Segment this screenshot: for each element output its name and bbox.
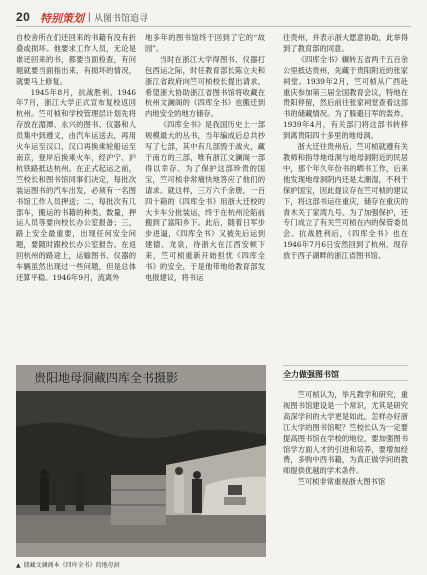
paragraph: 浙大迁往贵州后，竺可桢就遵有关教师和指导地母洞与地母洞附近的民居中，那个年久年份书的晒书工作，后来他发现地母洞阴内还是太潮湿，不利于保护国宝，因此提议存在竺可桢的建议下，将这部书运往重庆，储存在重庆的青木关丁家湾九号。为了加强保护，还专门成立了有关竺可桢在内的保管委员会。抗战胜利后，《四库全书》也在1946年7月6日安然回到了杭州，现存放于西子湖畔的浙江省图书馆。 (283, 142, 408, 261)
subheading-text: 全力做强图书馆 (283, 370, 339, 379)
cave-photo-illustration (16, 365, 266, 557)
paragraph: 往贵州，并表示浙大愿意协助，此举得到了教育部的同意。 (283, 33, 408, 53)
text-column-3-lower (283, 390, 408, 488)
header-separator: | (88, 12, 91, 23)
paragraph: 竺可桢非常重视浙大图书馆 (297, 477, 386, 487)
paragraph: 《四库全书》是我国历史上一部规模最大的丛书，当年编成后总共抄写了七部，其中有几部毁于战火，藏于南方的三部，唯有浙江文澜阁一部得以幸存。为了保护这部珍贵的国宝，竺可桢非常痛快地答应了他们的请求。就这样，三万六千余册，一百四十箱的《四库全书》用浙大迁校的大卡车分批装运，终于在杭州沦陷前搬到了富阳乡下。此后，随着日军步步进逼，《四库全书》又被先后运到建德、龙泉，待浙大在江西安顿下来，竺可桢重新开始担忧《四库全书》的安全，于是他带地给教育部发电报建议，将书运 (145, 120, 265, 282)
historical-photo (16, 365, 266, 557)
paragraph: 当时在浙江大学得图书、仪器打包西运之际，时任教育部长陈立夫和浙江省政府向竺可桢校长提出请求，希望浙大协助浙江省图书馆将收藏在杭州文澜阁的《四库全书》也搬迁到内地安全的地方储存。 (145, 54, 265, 119)
section-title: 特别策划 (40, 13, 84, 25)
paragraph: 自校舍所在们还回来的书籍有没有折叠或损坏。他要求工作人员，无论是谁还回来的书，都要当面检查，有问题就要当面指出来，有损坏的情况，就要马上修复。 (16, 33, 136, 86)
caption-text: 储藏文澜阁本《四库全书》的地母洞 (23, 562, 120, 569)
paragraph: 《四库全书》辗转五省两千五百余公里抵达贵州，先藏于贵阳附近的张家祠堂。1939年2月，竺可桢从广西赴重庆参加第三届全国教育会议，特地在贵阳停留，然后前往张家祠堂查看这部书的储藏情况。为了躲避日军的轰炸，1939年4月，有关部门将这部书转移到离贵阳四十多里的地母洞。 (283, 54, 408, 141)
text-column-1 (16, 33, 136, 284)
photo-banner-text: 贵阳地母洞藏四库全书摄影 (34, 371, 179, 385)
header-subtitle: 从图书馆追寻 (94, 14, 149, 24)
header-rule (16, 26, 411, 27)
photo-caption (16, 560, 266, 569)
text-column-3 (283, 33, 408, 262)
paragraph: 竺可桢认为，举凡教学和研究，重视图书馆建设是一个常识，尤其是研究高深学问的大学更是如此。怎样办好浙江大学的图书馆呢？竺校长认为一定要提高图书馆在学校的地位，要加强图书馆学方面人才的引进和培养，要增加经费，多购中西书籍，为真正做学问的教师提供优越的学术条件。 (283, 390, 408, 476)
paragraph: 地多年的图书馆终于回到了它的“故园”。 (145, 33, 265, 53)
text-column-2 (145, 33, 265, 284)
section-subheading (283, 365, 408, 381)
page-header (0, 0, 427, 30)
paragraph: 1945年8月，抗战胜利。1946年7月，浙江大学正式宣布复校返回杭州。竺可桢和学校管理层计划先将存放在湄潭、永兴的图书、仪器和人员集中到遵义，由汽车运送去，再用火车运至汉口，汉口再换乘轮船运至南京，登岸后换乘火车，经沪宁、沪杭铁路抵达杭州。在正式起运之前，竺校长和图书馆同事们决定，每批次装运图书的汽车出发，必须有一名图书馆工作人员押送；二，每批次有几部车，搬运的书籍的种类、数量，押运人员等要向校长办公室报备；三，路上安全最重要，出现任何安全问题，要随时跟校长办公室报告。在返回杭州的路途上，运输图书、仪器的车辆虽然出现过一些问题，但是总体还算平稳。1946年9月，流离外 (16, 87, 136, 282)
caption-marker: ▲ (16, 562, 21, 569)
page-number: 20 (16, 10, 31, 24)
